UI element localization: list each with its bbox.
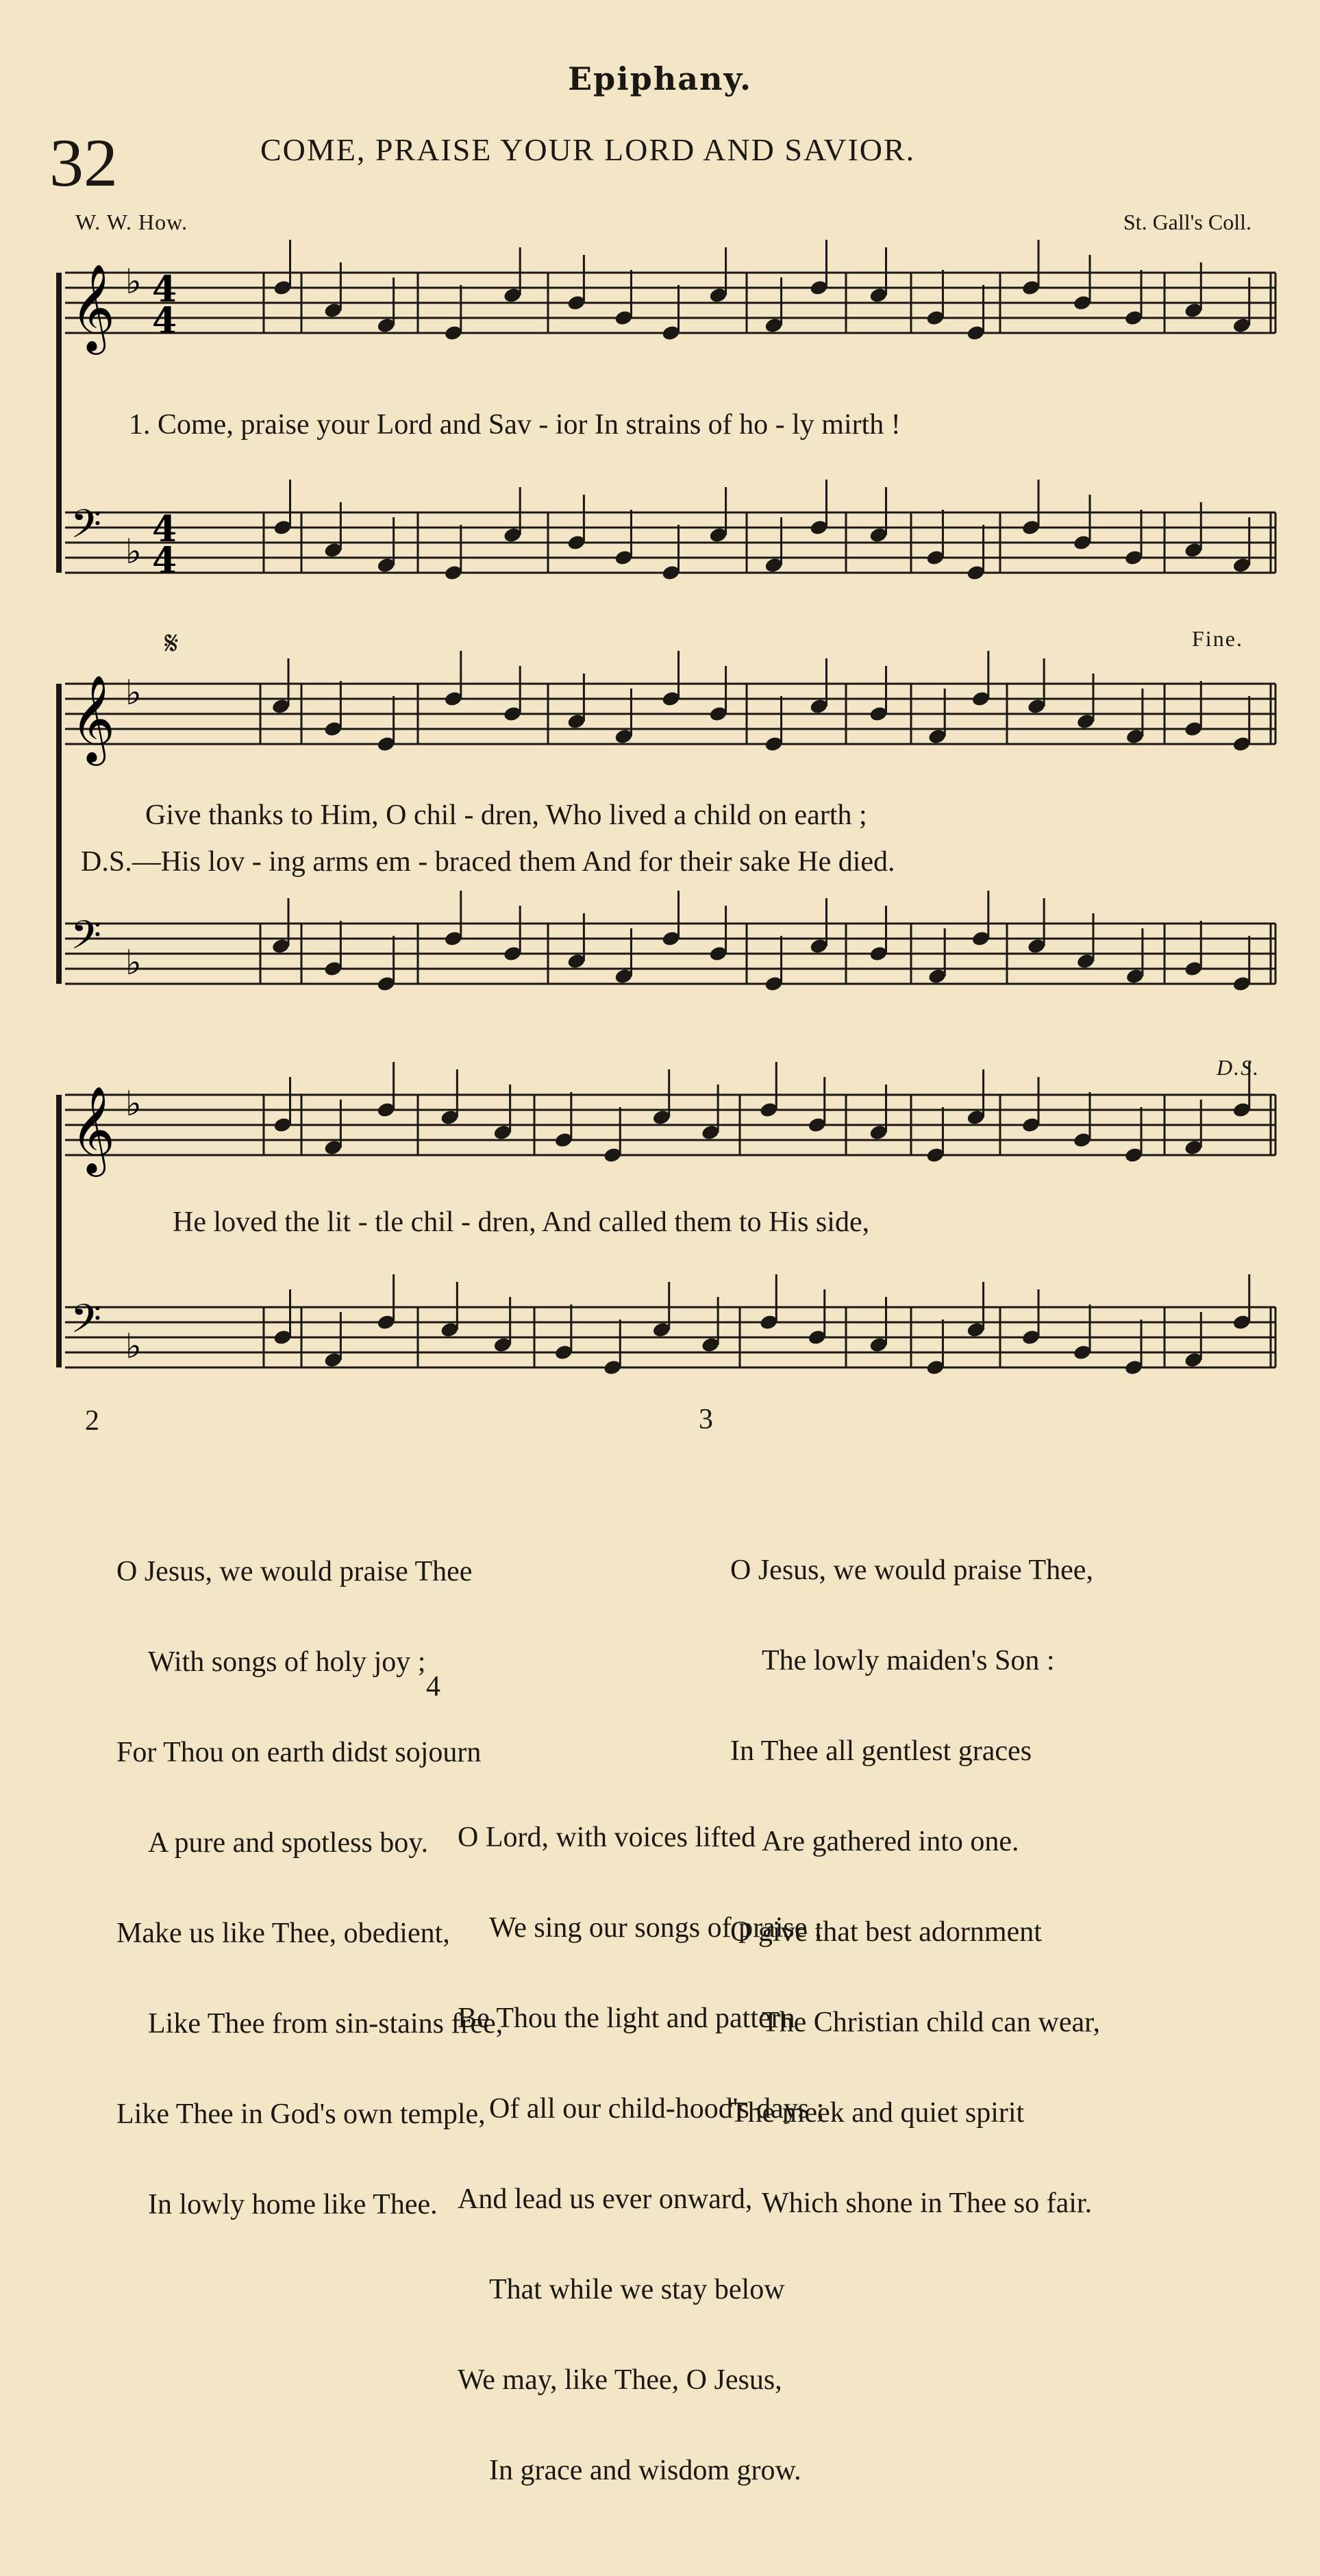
verse-line: The meek and quiet spirit (730, 2097, 1025, 2129)
verse-line: We sing our songs of praise ; (489, 1912, 823, 1944)
verse-line: Are gathered into one. (762, 1826, 1019, 1857)
verse-line: And lead us ever onward, (458, 2183, 753, 2215)
verse-line: O Jesus, we would praise Thee, (730, 1555, 1093, 1586)
verse-line: Of all our child-hood's days ; (489, 2093, 825, 2125)
verse-line: Make us like Thee, obedient, (116, 1918, 450, 1949)
verse-number: 4 (426, 1671, 440, 1702)
verse-line: The Christian child can wear, (762, 2007, 1100, 2038)
time-signature: 4 (152, 269, 177, 310)
verse-line: O Lord, with voices lifted (458, 1822, 756, 1853)
time-signature: 4 (152, 540, 177, 582)
verse-line: In grace and wisdom grow. (489, 2455, 801, 2486)
verse-line: O Jesus, we would praise Thee (116, 1556, 473, 1587)
verse-line: O give that best adornment (730, 1916, 1042, 1948)
time-signature: 4 (152, 300, 177, 342)
verse-4 (426, 1672, 824, 2576)
verse-line: With songs of holy joy ; (148, 1646, 426, 1678)
flat-icon: ♭ (125, 943, 142, 982)
verse-line: In lowly home like Thee. (148, 2189, 438, 2220)
flat-icon: ♭ (125, 262, 142, 301)
verse-line: For Thou on earth didst sojourn (116, 1737, 482, 1768)
verse-number: 3 (699, 1404, 713, 1435)
verse-number: 2 (85, 1405, 99, 1437)
hymn-number: 32 (49, 125, 118, 201)
lyric-line-2: Give thanks to Him, O chil - dren, Who lived a child on earth ; (145, 800, 867, 831)
treble-clef-icon: 𝄞 (71, 674, 116, 762)
bass-clef-icon: 𝄢 (71, 912, 102, 968)
verse-line: That while we stay below (489, 2274, 785, 2305)
tune-credit: St. Gall's Coll. (1123, 210, 1251, 234)
author-credit: W. W. How. (75, 210, 188, 234)
verse-line: Be Thou the light and pattern (458, 2003, 795, 2034)
ds-mark: D.S. (1217, 1055, 1260, 1080)
verse-line: Like Thee from sin-stains free, (148, 2008, 503, 2040)
treble-clef-icon: 𝄞 (71, 263, 116, 351)
treble-clef-icon: 𝄞 (71, 1085, 116, 1173)
verse-line: In Thee all gentlest graces (730, 1735, 1032, 1767)
bass-clef-icon: 𝄢 (71, 1296, 102, 1352)
verse-line: Like Thee in God's own temple, (116, 2098, 486, 2130)
flat-icon: ♭ (125, 673, 142, 713)
lyric-line-4: He loved the lit - tle chil - dren, And called them to His side, (173, 1206, 870, 1238)
fine-mark: Fine. (1192, 626, 1243, 651)
flat-icon: ♭ (125, 1084, 142, 1124)
lyric-line-1: 1. Come, praise your Lord and Sav - ior In strains of ho - ly mirth ! (129, 409, 901, 441)
time-signature: 4 (152, 508, 177, 550)
flat-icon: ♭ (125, 1326, 142, 1366)
verse-line: A pure and spotless boy. (148, 1827, 429, 1859)
section-heading: Epiphany. (567, 60, 753, 97)
bass-clef-icon: 𝄢 (71, 501, 102, 557)
verse-line: We may, like Thee, O Jesus, (458, 2364, 782, 2396)
segno-sign: 𝄋 (164, 626, 179, 662)
verse-line: The lowly maiden's Son : (762, 1645, 1055, 1676)
flat-icon: ♭ (125, 532, 142, 571)
hymn-title: COME, PRAISE YOUR LORD AND SAVIOR. (260, 132, 916, 167)
lyric-line-3: D.S.—His lov - ing arms em - braced them And for their sake He died. (81, 846, 895, 878)
verse-line: Which shone in Thee so fair. (762, 2188, 1093, 2219)
